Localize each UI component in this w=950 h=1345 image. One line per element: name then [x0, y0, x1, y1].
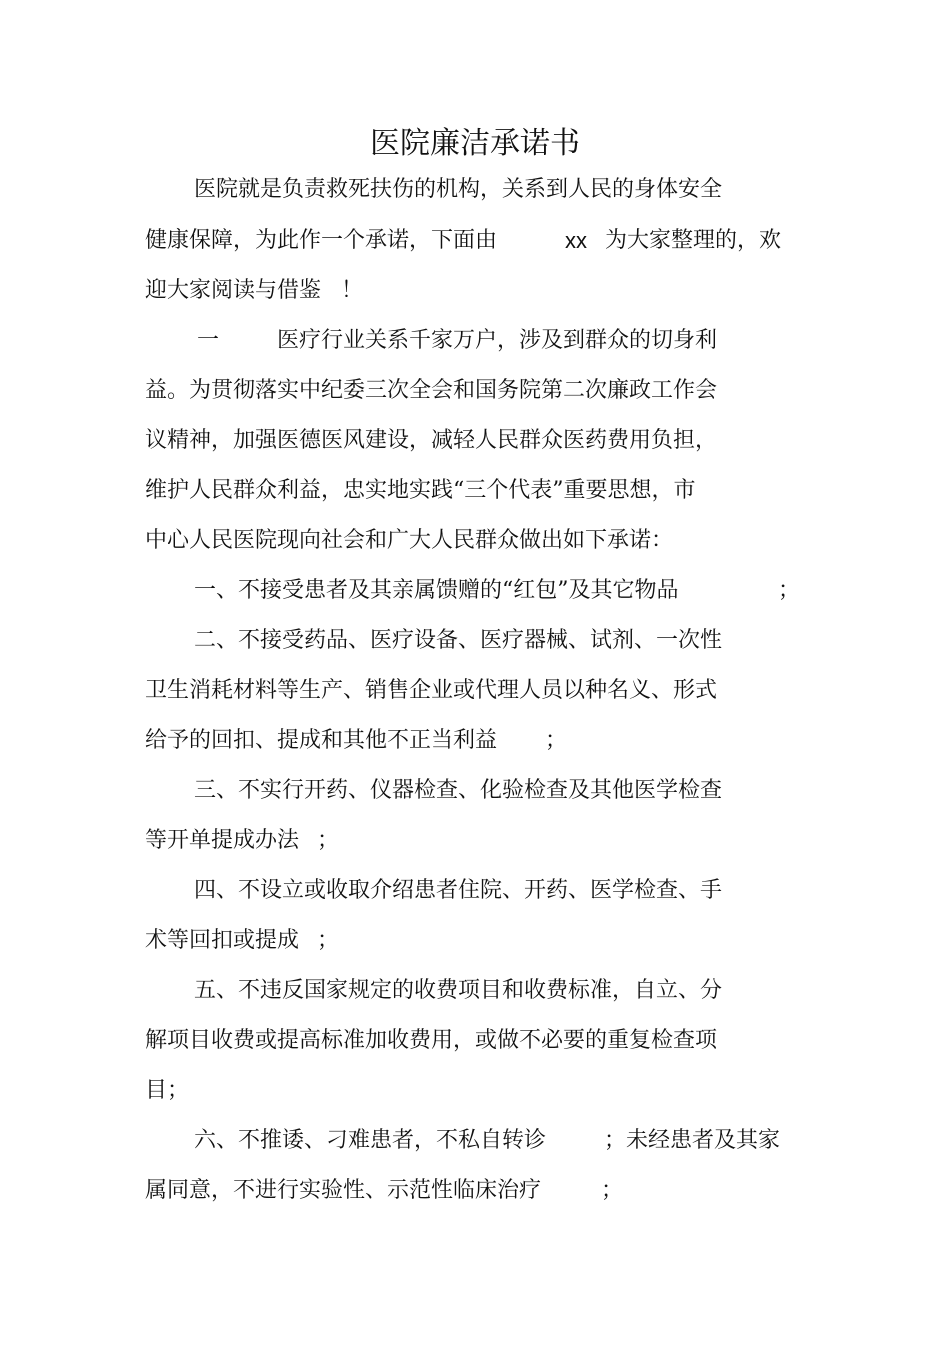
line-text: 益。为贯彻落实中纪委三次全会和国务院第二次廉政工作会 [145, 378, 718, 403]
punctuation-text: ； [317, 828, 340, 853]
line-text: 议精神，加强医德医风建设，减轻人民群众医药费用负担， [145, 428, 718, 453]
punctuation-text: ； [317, 928, 340, 953]
punctuation-text: ； [601, 1178, 624, 1203]
line-text: 维护人民群众利益，忠实地实践“三个代表”重要思想，市 [145, 478, 696, 503]
line-text: 目； [145, 1078, 190, 1103]
line-text: 属同意，不进行实验性、示范性临床治疗 [145, 1178, 542, 1203]
line-text: 中心人民医院现向社会和广大人民群众做出如下承诺： [145, 528, 674, 553]
line-text: ；未经患者及其家 [604, 1128, 781, 1153]
section-number: 一 [197, 328, 220, 353]
line-text: 给予的回扣、提成和其他不正当利益 [145, 728, 498, 753]
line-text: 六、不推诿、刁难患者，不私自转诊 [194, 1128, 547, 1153]
line-text: 卫生消耗材料等生产、销售企业或代理人员以种名义、形式 [145, 678, 718, 703]
line-text: 医疗行业关系千家万户，涉及到群众的切身利 [277, 328, 718, 353]
placeholder-text: xx [565, 228, 587, 253]
line-text: 医院就是负责救死扶伤的机构，关系到人民的身体安全 [194, 177, 723, 202]
punctuation-text: ！ [341, 278, 364, 303]
line-text: 为大家整理的，欢 [605, 228, 782, 253]
line-text: 二、不接受药品、医疗设备、医疗器械、试剂、一次性 [194, 628, 723, 653]
punctuation-text: ； [545, 728, 568, 753]
line-text: 一、不接受患者及其亲属馈赠的“红包”及其它物品 [194, 578, 679, 603]
line-text: 健康保障，为此作一个承诺，下面由 [145, 228, 498, 253]
line-text: 解项目收费或提高标准加收费用，或做不必要的重复检查项 [145, 1028, 718, 1053]
punctuation-text: ； [778, 578, 801, 603]
document-title: 医院廉洁承诺书 [370, 126, 580, 161]
line-text: 等开单提成办法 [145, 828, 300, 853]
line-text: 三、不实行开药、仪器检查、化验检查及其他医学检查 [194, 778, 723, 803]
line-text: 五、不违反国家规定的收费项目和收费标准，自立、分 [194, 978, 723, 1003]
line-text: 迎大家阅读与借鉴 [145, 278, 322, 303]
line-text: 术等回扣或提成 [145, 928, 300, 953]
line-text: 四、不设立或收取介绍患者住院、开药、医学检查、手 [194, 878, 723, 903]
